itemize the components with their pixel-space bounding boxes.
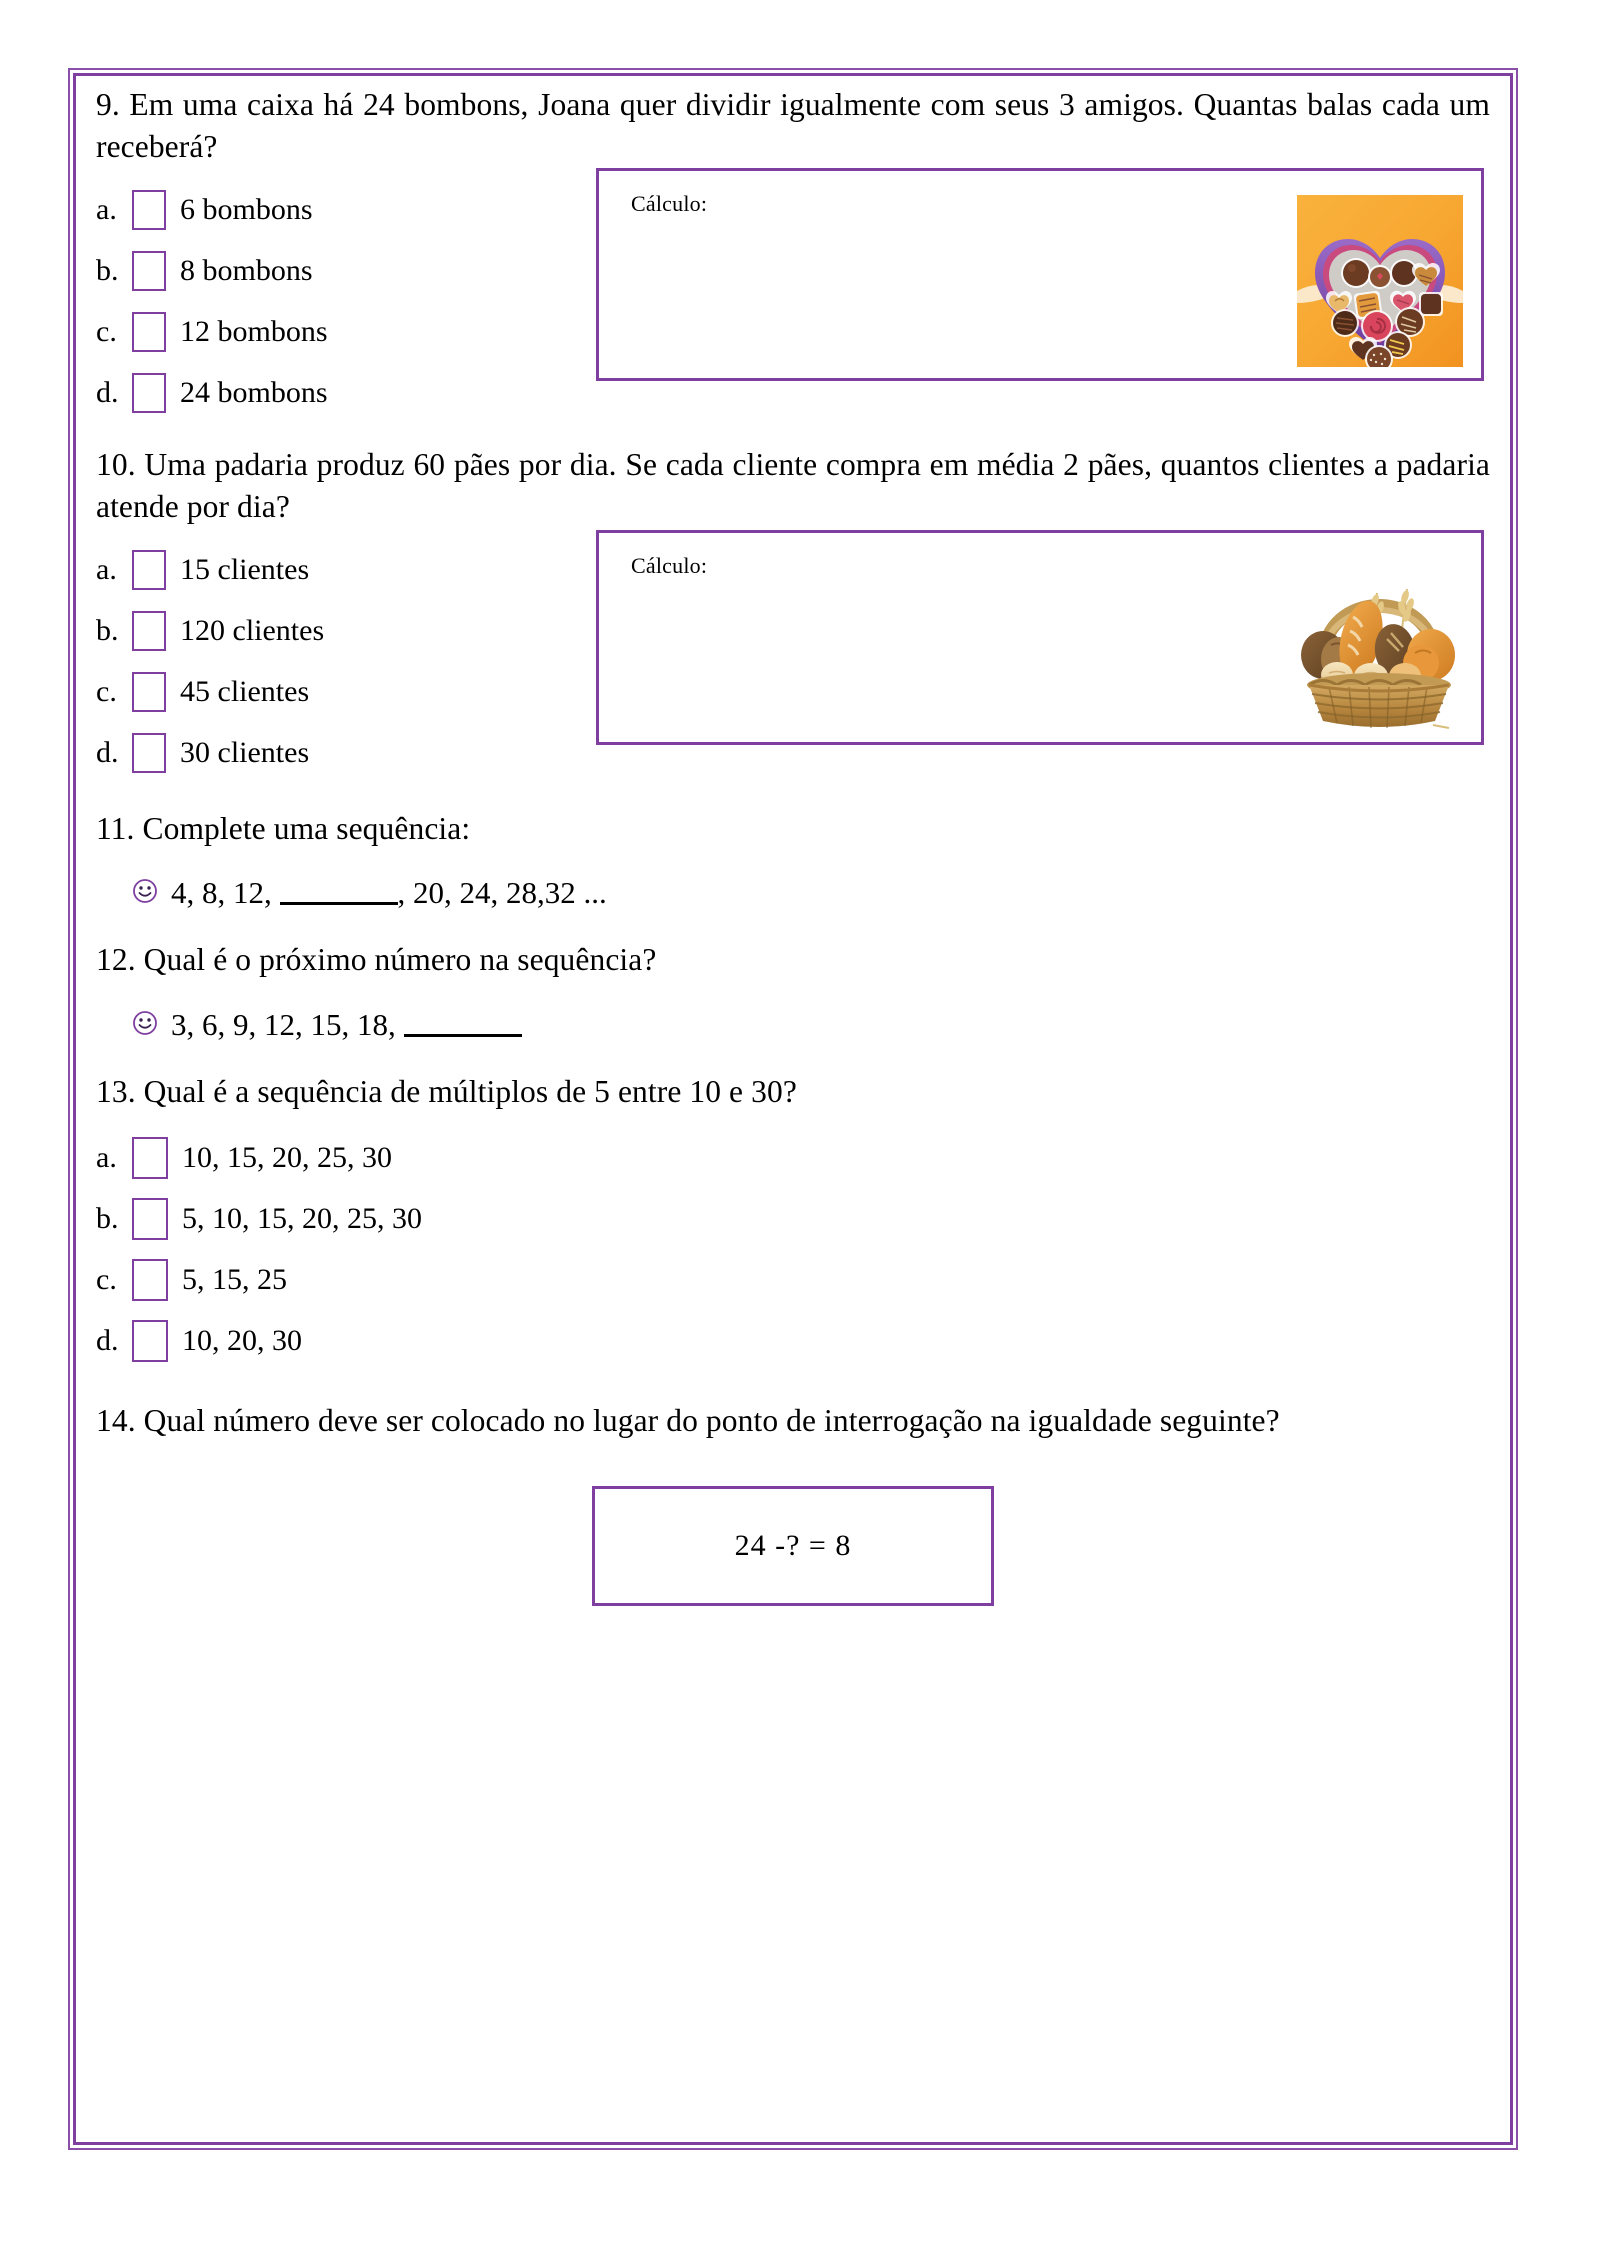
option-row[interactable] — [96, 1127, 1490, 1188]
option-row[interactable] — [96, 180, 516, 241]
question-9-block — [96, 180, 1490, 430]
worksheet-content — [70, 70, 1516, 2148]
option-checkbox[interactable] — [132, 1259, 168, 1301]
question-14-text: 14. Qual número deve ser colocado no lugar do ponto de interrogação na igualdade seguinte? — [96, 1403, 1280, 1439]
option-label: 10, 20, 30 — [182, 1323, 302, 1357]
answer-blank[interactable] — [404, 1014, 522, 1037]
option-label: 30 clientes — [180, 736, 310, 770]
question-11-sequence — [132, 875, 1490, 911]
calculation-label: Cálculo: — [631, 190, 708, 216]
option-letter: c. — [96, 675, 117, 709]
question-10-block — [96, 540, 1490, 790]
smiley-icon — [132, 878, 158, 909]
page-border-outer — [68, 68, 1518, 2150]
option-label: 15 clientes — [180, 553, 310, 587]
answer-blank[interactable] — [280, 882, 398, 905]
question-10-text: 10. Uma padaria produz 60 pães por dia. Se cada cliente compra em média 2 pães, quantos clientes a padaria atende por dia? — [96, 446, 1490, 524]
option-label: 120 clientes — [180, 614, 325, 648]
question-13-options — [96, 1127, 1490, 1371]
question-12-sequence — [132, 1007, 1490, 1043]
option-letter: b. — [96, 1201, 119, 1235]
option-label: 8 bombons — [180, 254, 313, 288]
option-label: 10, 15, 20, 25, 30 — [182, 1140, 392, 1174]
option-checkbox[interactable] — [132, 373, 166, 413]
option-checkbox[interactable] — [132, 190, 166, 230]
equation-text: 24 -? = 8 — [734, 1529, 852, 1563]
option-letter: a. — [96, 193, 117, 227]
option-row[interactable] — [96, 662, 516, 723]
bread-basket-image — [1295, 535, 1463, 736]
option-row[interactable] — [96, 363, 516, 424]
question-9-calculation-box[interactable] — [596, 168, 1484, 381]
option-row[interactable] — [96, 540, 516, 601]
option-row[interactable] — [96, 723, 516, 784]
option-checkbox[interactable] — [132, 312, 166, 352]
question-13-text: 13. Qual é a sequência de múltiplos de 5 entre 10 e 30? — [96, 1074, 797, 1110]
option-checkbox[interactable] — [132, 1198, 168, 1240]
question-9-options — [96, 180, 516, 424]
option-label: 12 bombons — [180, 315, 328, 349]
question-9-text: 9. Em uma caixa há 24 bombons, Joana quer dividir igualmente com seus 3 amigos. Quantas balas cada um receberá? — [96, 87, 1490, 164]
option-label: 6 bombons — [180, 193, 313, 227]
option-checkbox[interactable] — [132, 1320, 168, 1362]
option-letter: d. — [96, 736, 119, 770]
option-row[interactable] — [96, 302, 516, 363]
option-row[interactable] — [96, 601, 516, 662]
question-10-options — [96, 540, 516, 784]
option-letter: b. — [96, 254, 119, 288]
option-label: 5, 15, 25 — [182, 1262, 287, 1296]
option-label: 45 clientes — [180, 675, 310, 709]
question-11-text: 11. Complete uma sequência: — [96, 810, 471, 846]
option-label: 5, 10, 15, 20, 25, 30 — [182, 1201, 422, 1235]
option-letter: a. — [96, 1140, 117, 1174]
heart-chocolate-box-image — [1297, 195, 1463, 372]
question-10-calculation-box[interactable] — [596, 530, 1484, 745]
calculation-label: Cálculo: — [631, 552, 708, 578]
option-row[interactable] — [96, 1249, 1490, 1310]
option-letter: b. — [96, 614, 119, 648]
question-12-text: 12. Qual é o próximo número na sequência? — [96, 942, 657, 978]
option-row[interactable] — [96, 241, 516, 302]
sequence-after-blank: , 20, 24, 28,32 ... — [397, 875, 607, 911]
smiley-icon — [132, 1010, 158, 1041]
option-letter: c. — [96, 315, 117, 349]
option-row[interactable] — [96, 1310, 1490, 1371]
equation-box — [592, 1486, 994, 1606]
option-checkbox[interactable] — [132, 611, 166, 651]
option-checkbox[interactable] — [132, 1137, 168, 1179]
sequence-before-blank: 3, 6, 9, 12, 15, 18, — [171, 1007, 404, 1043]
option-checkbox[interactable] — [132, 672, 166, 712]
option-letter: d. — [96, 1323, 119, 1357]
sequence-before-blank: 4, 8, 12, — [171, 875, 280, 911]
option-letter: a. — [96, 553, 117, 587]
option-letter: d. — [96, 376, 119, 410]
option-checkbox[interactable] — [132, 733, 166, 773]
question-14-equation-wrap — [96, 1486, 1490, 1606]
option-label: 24 bombons — [180, 376, 328, 410]
option-checkbox[interactable] — [132, 251, 166, 291]
option-letter: c. — [96, 1262, 117, 1296]
option-checkbox[interactable] — [132, 550, 166, 590]
option-row[interactable] — [96, 1188, 1490, 1249]
